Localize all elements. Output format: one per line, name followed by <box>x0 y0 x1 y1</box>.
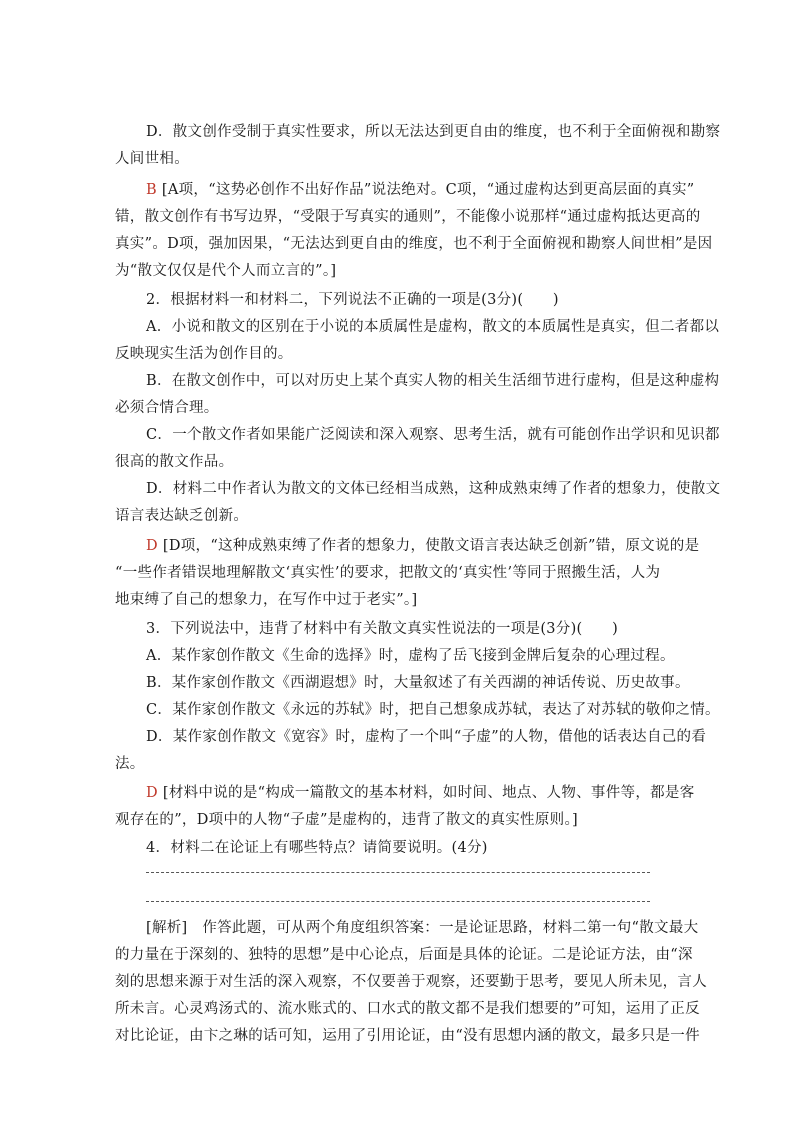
q1-explanation: [A项，“这势必创作不出好作品”说法绝对。C项，“通过虚构达到更高层面的真实” <box>161 182 695 198</box>
q1-answer-line <box>146 180 694 200</box>
q3-option-d: D．某作家创作散文《宽容》时，虚构了一个叫“子虚”的人物，借他的话表达自己的看 <box>146 729 707 745</box>
q2-explanation-cont: “一些作者错误地理解散文‘真实性’的要求，把散文的‘真实性’等同于照搬生活，人为 <box>115 565 661 581</box>
q3-explanation: [材料中说的是“构成一篇散文的基本材料，如时间、地点、人物、事件等，都是客 <box>162 785 695 801</box>
q3-option-d-cont: 法。 <box>115 756 145 772</box>
q2-option-b: B．在散文创作中，可以对历史上某个真实人物的相关生活细节进行虚构，但是这种虚构 <box>146 373 720 389</box>
analysis-cont: 对比论证，由卞之琳的话可知，运用了引用论证，由“没有思想内涵的散文，最多只是一件 <box>115 1028 700 1044</box>
q2-option-a: A．小说和散文的区别在于小说的本质属性是虚构，散文的本质属性是真实，但二者都以 <box>146 319 720 335</box>
analysis-cont: 刻的思想来源于对生活的深入观察，不仅要善于观察，还要勤于思考，要见人所未见，言人 <box>115 974 707 990</box>
q2-answer-letter: D <box>146 538 158 554</box>
q3-option-c: C．某作家创作散文《永远的苏轼》时，把自己想象成苏轼，表达了对苏轼的敬仰之情。 <box>146 702 720 718</box>
analysis-cont: 的力量在于深刻的、独特的思想”是中心论点，后面是具体的论证。二是论证方法，由“深 <box>115 947 693 963</box>
q3-answer-letter: D <box>146 785 158 801</box>
q3-option-a: A．某作家创作散文《生命的选择》时，虚构了岳飞接到金牌后复杂的心理过程。 <box>146 648 675 664</box>
q2-explanation-cont: 地束缚了自己的想象力，在写作中过于老实”。] <box>115 592 418 608</box>
q2-option-a-cont: 反映现实生活为创作目的。 <box>115 346 293 362</box>
q3-stem: 3．下列说法中，违背了材料中有关散文真实性说法的一项是(3分)( ) <box>146 621 619 637</box>
q3-answer-line <box>146 783 695 803</box>
q1-explanation-cont: 错，散文创作有书写边界，“受限于写真实的通则”，不能像小说那样“通过虚构抵达更高的 <box>115 209 701 225</box>
q1-option-d-cont: 人间世相。 <box>115 151 189 167</box>
q1-explanation-cont: 真实”。D项，强加因果，“无法达到更自由的维度，也不利于全面俯视和勘察人间世相”是因 <box>115 236 713 252</box>
q1-explanation-cont: 为“散文仅仅是代个人而立言的”。] <box>115 263 337 279</box>
q2-option-d-cont: 语言表达缺乏创新。 <box>115 508 249 524</box>
q2-answer-line <box>146 536 699 556</box>
q2-stem: 2．根据材料一和材料二，下列说法不正确的一项是(3分)( ) <box>146 292 559 308</box>
q2-option-c-cont: 很高的散文作品。 <box>115 454 234 470</box>
q2-option-d: D．材料二中作者认为散文的文体已经相当成熟，这种成熟束缚了作者的想象力，使散文 <box>146 481 721 497</box>
q1-answer-letter: B <box>146 182 157 198</box>
q1-option-d: D．散文创作受制于真实性要求，所以无法达到更自由的维度，也不利于全面俯视和勘察 <box>146 124 721 140</box>
q2-explanation: [D项，“这种成熟束缚了作者的想象力，使散文语言表达缺乏创新”错，原文说的是 <box>162 538 700 554</box>
answer-blank-line <box>146 872 650 873</box>
analysis: [解析] 作答此题，可从两个角度组织答案：一是论证思路，材料二第一句“散文最大 <box>146 920 699 936</box>
q2-option-b-cont: 必须合情合理。 <box>115 400 219 416</box>
analysis-cont: 所未言。心灵鸡汤式的、流水账式的、口水式的散文都不是我们想要的”可知，运用了正反 <box>115 1001 700 1017</box>
answer-blank-line <box>146 901 650 902</box>
q3-option-b: B．某作家创作散文《西湖遐想》时，大量叙述了有关西湖的神话传说、历史故事。 <box>146 675 690 691</box>
q4-stem: 4．材料二在论证上有哪些特点？请简要说明。(4分) <box>146 840 488 856</box>
q3-explanation-cont: 观存在的”，D项中的人物“子虚”是虚构的，违背了散文的真实性原则。] <box>115 812 578 828</box>
q2-option-c: C．一个散文作者如果能广泛阅读和深入观察、思考生活，就有可能创作出学识和见识都 <box>146 427 720 443</box>
